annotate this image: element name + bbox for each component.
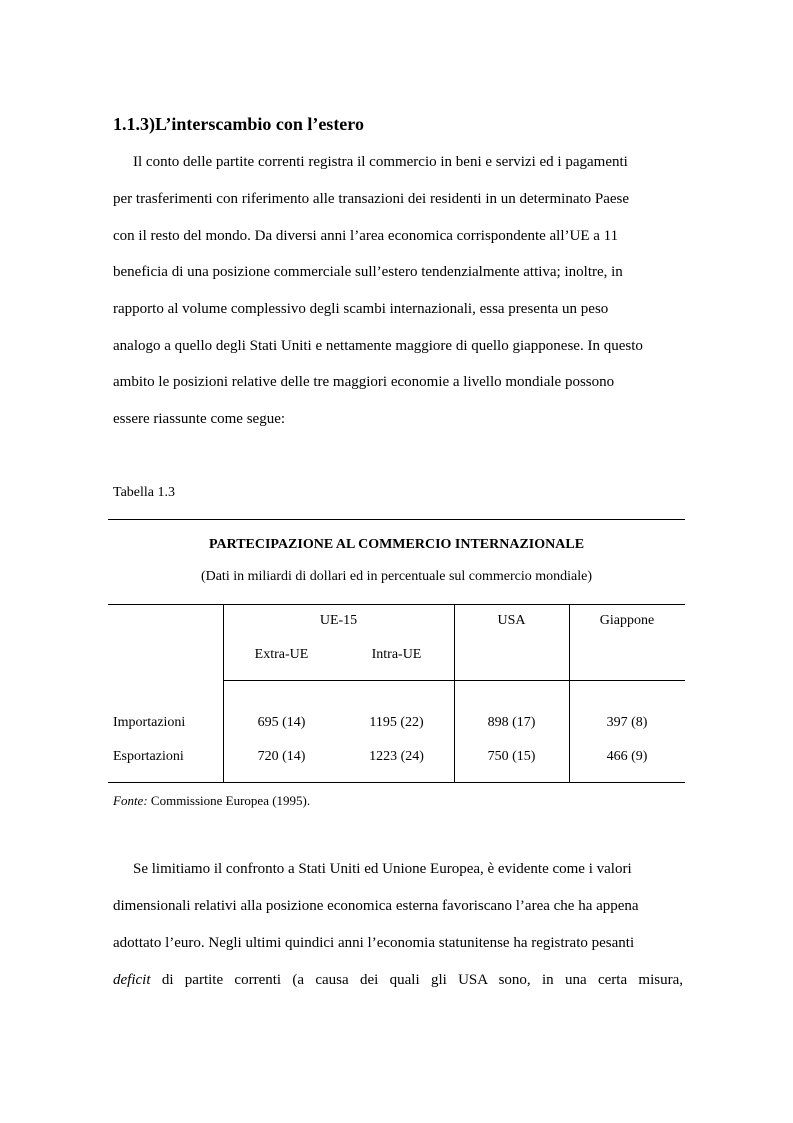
table-title: PARTECIPAZIONE AL COMMERCIO INTERNAZIONALE xyxy=(208,537,585,552)
header-ue15: UE-15 xyxy=(319,613,358,628)
table-subtitle: (Dati in miliardi di dollari ed in percentuale sul commercio mondiale) xyxy=(200,569,593,584)
header-intra-ue: Intra-UE xyxy=(371,647,422,662)
table-cell: 1223 (24) xyxy=(369,749,424,764)
table-cell: 466 (9) xyxy=(606,749,648,764)
paragraph1-line-5: rapporto al volume complessivo degli scambi internazionali, essa presenta un peso xyxy=(113,301,609,317)
source-label: Fonte: xyxy=(113,793,148,808)
paragraph1-line-3: con il resto del mondo. Da diversi anni l’area economica corrispondente all’UE a 11 xyxy=(113,228,619,244)
paragraph2-line-4 xyxy=(113,972,683,989)
paragraph2-line-2: dimensionali relativi alla posizione economica esterna favoriscano l’area che ha appena xyxy=(113,898,639,914)
row-label-importazioni: Importazioni xyxy=(113,715,186,730)
table-top-rule xyxy=(108,519,685,520)
paragraph1-line-8: essere riassunte come segue: xyxy=(113,411,286,427)
paragraph2-line-4-text: di partite correnti (a causa dei quali gli USA sono, in una certa misura, xyxy=(150,972,683,988)
header-giappone: Giappone xyxy=(599,613,655,628)
source-text: Commissione Europea (1995). xyxy=(147,793,311,808)
paragraph1-line-7: ambito le posizioni relative delle tre maggiori economie a livello mondiale possono xyxy=(113,374,615,390)
paragraph2-line-3: adottato l’euro. Negli ultimi quindici anni l’economia statunitense ha registrato pesanti xyxy=(113,935,635,951)
table-header-rule xyxy=(108,604,685,605)
table-caption: Tabella 1.3 xyxy=(113,485,175,500)
table-cell: 750 (15) xyxy=(487,749,536,764)
table-cell: 898 (17) xyxy=(487,715,536,730)
paragraph1-line-1: Il conto delle partite correnti registra il commercio in beni e servizi ed i pagamenti xyxy=(133,154,628,170)
italic-term: deficit xyxy=(113,972,151,988)
section-heading: 1.1.3)L’interscambio con l’estero xyxy=(113,114,364,134)
table-bottom-rule xyxy=(108,782,685,783)
table-subheader-rule xyxy=(223,680,685,681)
header-extra-ue: Extra-UE xyxy=(254,647,309,662)
table-cell: 695 (14) xyxy=(257,715,306,730)
row-label-esportazioni: Esportazioni xyxy=(113,749,184,764)
table-cell: 720 (14) xyxy=(257,749,306,764)
paragraph1-line-2: per trasferimenti con riferimento alle transazioni dei residenti in un determinato Paese xyxy=(113,191,630,207)
paragraph2-line-1: Se limitiamo il confronto a Stati Uniti ed Unione Europea, è evidente come i valori xyxy=(133,861,632,877)
paragraph1-line-6: analogo a quello degli Stati Uniti e nettamente maggiore di quello giapponese. In questo xyxy=(113,338,643,354)
table-cell: 1195 (22) xyxy=(369,715,424,730)
table-cell: 397 (8) xyxy=(606,715,648,730)
header-usa: USA xyxy=(497,613,526,628)
table-source xyxy=(113,793,310,809)
paragraph1-line-4: beneficia di una posizione commerciale sull’estero tendenzialmente attiva; inoltre, in xyxy=(113,264,623,280)
